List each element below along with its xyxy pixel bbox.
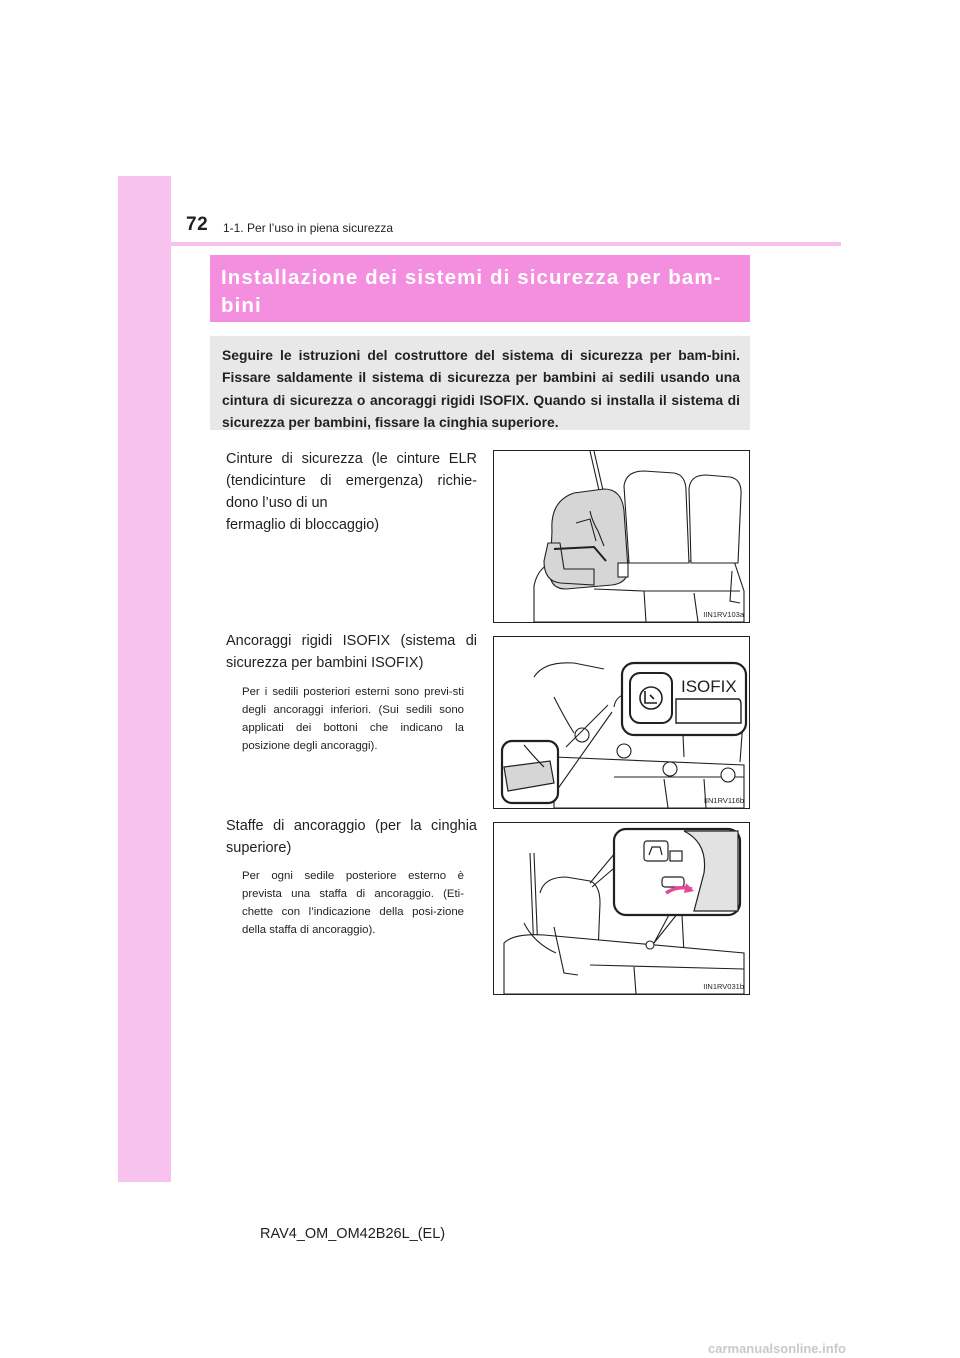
header-rule <box>118 242 841 246</box>
item-title-top-tether: Staffe di ancoraggio (per la cinghia superiore) <box>226 818 477 856</box>
item-title-isofix: Ancoraggi rigidi ISOFIX (sistema di sicurezza per bambini ISOFIX) <box>226 633 477 671</box>
figure-seat-belt-child-seat <box>493 450 750 623</box>
page-number: 72 <box>186 214 209 235</box>
item-desc-top-tether: Per ogni sedile posteriore esterno è prevista una staffa di ancoraggio. (Eti-chette con l’indicazione della posi-zione della staffa di ancoraggio). <box>242 870 464 936</box>
intro-text: Seguire le istruzioni del costruttore del sistema di sicurezza per bam-bini. Fissare saldamente il sistema di sicurezza per bambini ai sedili usando una cintura di sicurezza o ancoraggi rigidi ISOFIX. Quando si installa il sistema di sicurezza per bambini, fissare la cinghia superiore. <box>222 347 740 431</box>
intro-box <box>210 336 750 430</box>
figure-top-tether-brackets <box>493 822 750 995</box>
footer-code: RAV4_OM_OM42B26L_(EL) <box>260 1226 446 1242</box>
section-title: Installazione dei sistemi di sicurezza per bam-bini <box>221 266 722 317</box>
seat-belt-illustration <box>494 451 749 622</box>
top-tether-illustration <box>494 823 749 994</box>
figure-isofix-anchors <box>493 636 750 809</box>
isofix-illustration <box>494 637 749 808</box>
item-title-seat-belts: Cinture di sicurezza (le cinture ELR (tendicinture di emergenza) richie-dono l’uso di un <box>226 451 477 511</box>
item-desc-isofix: Per i sedili posteriori esterni sono previ-sti degli ancoraggi inferiori. (Sui sedili sono applicati dei bottoni che indicano la posizione degli ancoraggi). <box>242 686 464 752</box>
watermark: carmanualsonline.info <box>708 1341 846 1356</box>
figure-code: IIN1RV103a <box>703 610 744 619</box>
isofix-label: ISOFIX <box>681 677 737 696</box>
item-title-seat-belts-cont: fermaglio di bloccaggio) <box>226 517 380 533</box>
figure-code: IIN1RV116b <box>703 796 744 805</box>
side-tab <box>118 176 171 1182</box>
figure-code: IIN1RV031b <box>703 982 744 991</box>
section-banner <box>210 255 750 322</box>
running-head: 1-1. Per l’uso in piena sicurezza <box>223 221 394 235</box>
